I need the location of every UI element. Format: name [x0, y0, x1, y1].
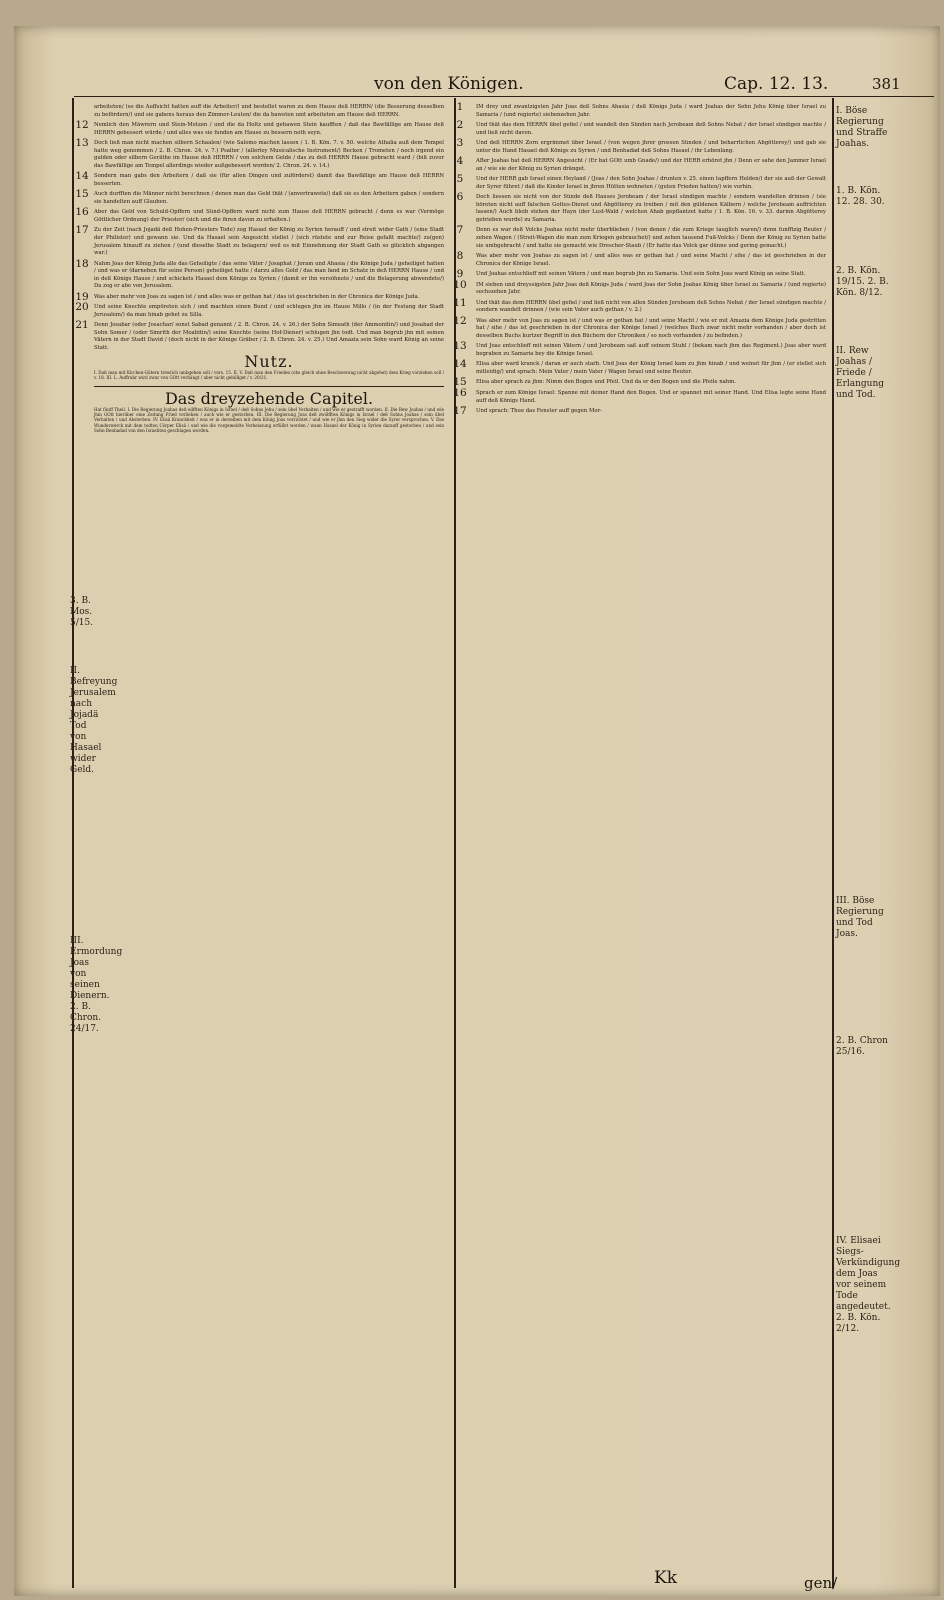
verse-number: 3 [456, 137, 464, 150]
verse-text: IM drey und zwantzigsten Jahr Joas deß Sohns Ahasia / deß Königs Juda / ward Joahas der Sohn Jehu König über Israel zu Samaria / (und regierte) siebenzehen Jahr. [476, 104, 826, 118]
verse [75, 301, 444, 319]
verse [456, 224, 826, 250]
chapter-heading: Das dreyzehende Capitel. [164, 389, 374, 409]
verse-text: Nemlich den Mäwrern und Stein-Metzen / und die da Holtz und gehawen Stein kaufften / daß das Bawfällige am Hause deß HERRN gebessert würde / und alles was sie funden am Hause zu bessern noth seyn. [94, 122, 444, 136]
verse-number: 10 [453, 278, 467, 291]
verse-text: ABer Joahas bat deß HERRN Angesicht / (Er bat GOtt umb Gnade/) und der HERR erhöret jhn / Denn er sahe den Jammer Israel an / wie sie der König zu Syrien dränget. [476, 158, 826, 172]
verse-text: Elisa aber ward kranck / daran er auch starb. Und Joas der König Israel kam zu jhm hinab / und weinet für jhm / (er stellet sich mitleidig/) und sprach: Mein Vater / mein Vater / Wagen Israel und seine Reuter. [476, 361, 826, 375]
right-text-column [453, 101, 826, 1596]
verse-text: Und Joas entschlieff mit seinen Vätern / und Jerobeam saß auff seinem Stuhl / (bekam nach jhm das Regiment.) Joas aber ward begraben zu Samaria bey die Könige Israel. [476, 343, 826, 357]
verse-text: Und deß HERRN Zorn ergrimmet über Israel / (von wegen jhrer grossen Sünden / und beharrlichen Abgötterey/) und gab sie unter die Hand Hasael deß Königs zu Syrien / und Benhadad deß Sohns Hasael / ihr Lebenlang. [476, 140, 826, 154]
nutz-text: I. Daß man mit Kirchen-Gütern trewlich umbgehen soll / vers. 15. II. V. Daß man den Frieden (obs gleich ohne Beschwerung nicht abgehet) dem Krieg vorziehen soll / v. 18. III. L. Auffruhr wird zwar von GOtt verhängt / aber nicht gebilliget / v. 20/21. [94, 370, 444, 381]
verse-number: 20 [75, 301, 89, 314]
verse [456, 173, 826, 191]
verse-text: Elisa aber sprach zu jhm: Nimm den Bogen und Pfeil. Und da er den Bogen und die Pfeile nahm. [476, 379, 736, 386]
page-header [74, 74, 934, 97]
verse-number: 8 [456, 250, 464, 263]
page-number: 381 [872, 75, 901, 93]
continuation-paragraph: arbeiteten/ (so die Auffsicht hatten auff die Arbeiter/) und bestellet waren zu dem Hause deß HERRN/ (die Besserung desselben zu befördern/) und sie gabens heraus den Zimmer-Leuten/ die da baweten und arbeiteten am Hause deß HERRN. [94, 104, 444, 118]
verse-text: Was aber mehr von Joas zu sagen ist / und alles was er gethan hat / das ist geschrieben in der Chronica der Könige Juda. [94, 293, 420, 300]
left-margin-note: 3. B. Mos. 5/15. [70, 596, 94, 628]
verse [75, 257, 444, 291]
verse-text: Denn es war deß Volcks Joahas nicht mehr überblieben / (von denen / die zum Kriege tauglich waren/) denn funfftzig Reuter / zehen Wagen / (Streit-Wagen die man zum Kriegen gebrauchet/) und zehen tausend Fuß-Volcks / Denn der König zu Syrien hatte sie umbgebracht / und hatte sie gemacht wie Drescher-Staub / (Er hatte das Volck gar dünne und gering gemacht.) [476, 227, 826, 249]
verse [456, 191, 826, 224]
right-margin-note: II. Rew Joahas / Friede / Erlangung und Tod. [836, 346, 885, 400]
verse-text: Doch ließ man nicht machen silbern Schaalen/ (wie Salomo machen lassen / 1. B. Kön. 7. v. 50. welche Athalia auß dem Tempel hatte weg genommen / 2. B. Chron. 24. v. 7.) Psalter / (allerley Musicalische Instrument/) Becken / Trometen / noch irgend ein gulden oder silbern Geräthe im Hause deß HERRN / von solchem Gelde / das zu deß HERRN Hause gebracht ward / (biß zuvor das Bawfällige am Tempel allerdings wieder außgebessert worden/ 2. Chron. 24. v. 14.) [94, 140, 444, 169]
verse [75, 290, 444, 303]
verse-number: 18 [75, 257, 89, 270]
verse [75, 206, 444, 224]
verse [456, 119, 826, 137]
verse-number: 21 [75, 319, 89, 332]
verse-number: 16 [453, 387, 467, 399]
verse-number: 2 [456, 119, 464, 132]
verse [75, 319, 444, 352]
verse [456, 250, 826, 268]
verse [453, 314, 826, 341]
left-margin-note: II. Befreyung Jerusalem nach Jojadä Tod von Hasael wider Geld. [70, 666, 118, 775]
verse [453, 376, 826, 389]
verse-text: Und seine Knechte empöreten sich / und machten einen Bund / und schlugen jhn im Hause Millo / (in der Festung der Stadt Jerusalem/) da man hinab gehet zu Silla. [94, 304, 444, 318]
verse [453, 358, 826, 376]
verse-number: 13 [453, 340, 467, 353]
verse-number: 14 [453, 358, 467, 371]
verse-number: 11 [453, 296, 467, 309]
verse [75, 137, 444, 170]
verse [453, 405, 826, 418]
verse-text: Was aber mehr von Joas zu sagen ist / und was er gethan hat / und seine Macht / wie er mit Amazia dem Könige Juda gestritten hat / sihe / das ist geschrieben in der Chronica der Könige Israel / (welches Buch zwar nicht mehr vorhanden / aber doch ist desselben Buchs kurtzer Begriff in den Büchern der Chroniken / so noch vorhanden / zu befinden.) [476, 317, 826, 339]
verse [75, 224, 444, 257]
verse-number: 13 [75, 137, 89, 150]
verse [453, 340, 826, 358]
verse-number: 9 [456, 268, 464, 281]
verse-text: Nahm Joas der König Juda alle das Geheiligte / das seine Väter / Josaphat / Joram und Ahasia / die Könige Juda / geheiliget hatten / und was er (darneben für seine Person) geheiliget hatte / darzu alles Gold / das man fand im Schatz in deß HERRN Hause / und in deß Königs Hause / und schickets Hasael dem Könige zu Syrien / (damit er ihn versöhnete / und die Belagerung abwendete/) Da zog er abe von Jerusalem. [94, 260, 444, 290]
right-margin-note: 2. B. Chron 25/16. [836, 1036, 888, 1057]
verse [453, 278, 826, 297]
right-margin-rule [832, 98, 834, 1588]
verse-number: 6 [456, 191, 464, 204]
verse-text: Sondern man gabs den Arbeitern / daß sie (für allen Dingen und zuförderst) damit das Bawfällige am Hause deß HERRN besserten. [94, 173, 444, 187]
section-divider [94, 386, 444, 387]
catchword: gen/ [804, 1574, 838, 1592]
verse-number: 15 [75, 188, 89, 201]
verse [456, 101, 826, 119]
verse-text: Und sprach: Thue das Fenster auff gegen Mor- [476, 408, 602, 415]
verse [456, 268, 826, 281]
verse-text: Sprach er zum Könige Israel: Spanne mit deiner Hand den Bogen. Und er spannet mit seiner Hand. Und Elisa legte seine Hand auff deß Königs Hand. [476, 390, 826, 404]
right-margin-note: IV. Elisaei Siegs-Verkündigung dem Joas vor seinem Tode angedeutet. 2. B. Kön. 2/12. [836, 1236, 901, 1334]
verse-text: Zu der Zeit (nach Jojadä deß Hohen-Priesters Tode) zog Hasael der König zu Syrien herauff / und streit wider Gath / (eine Stadt der Philister) und gewann sie. Und da Hasael sein Angesicht stellet / (sich rüstete und zur Reise gefaßt machte/) zu(gen) Jerusalem hinauff zu ziehen / (und dieselbe Stadt zu belagern/ weil es mit Einnehmung der Stadt Gath so glücklich abgangen war.) [94, 227, 444, 257]
verse [75, 170, 444, 188]
verse-text: Doch liessen sie nicht von der Sünde deß Hauses Jerobeam / der Israel sündigen machte / sondern wandelten drinnen / (sie höreten nicht auff falschen Gottes-Dienst und Abgötterey zu treiben / mit den güldenen Kälbern / welche Jerobeam auffrichten lassen/) Auch bleib stehen der Hayn (der Lust-Wald / welchen Ahab gepflantzet hatte / 1. B. Kön. 16. v. 33. darinn Abgötterey getrieben wurde) zu Samaria. [476, 194, 826, 223]
right-margin-note: III. Böse Regierung und Tod Joas. [836, 896, 884, 939]
verse-text: IM sieben und dreyssigsten Jahr Joas deß Königs Juda / ward Joas der Sohn Joahas König über Israel zu Samaria / (und regierte) sechszehen Jahr. [476, 281, 826, 296]
left-margin-note: III. Ermordung Joas von seinen Dienern. 2. B. Chron. 24/17. [70, 936, 123, 1034]
signature-mark: Kk [654, 1568, 678, 1588]
verse-text: Und thät das dem HERRN übel gefiel / und wandelt den Sünden nach Jerobeam deß Sohns Nebat / der Israel sündigen machte / und ließ nicht davon. [476, 122, 826, 136]
verse-number: 14 [75, 170, 89, 183]
verse-number: 17 [453, 405, 467, 418]
verse-number: 19 [75, 290, 89, 303]
verse-text: Denn Josabar (oder Josachar/ sonst Sabad genannt / 2. B. Chron. 24. v. 26.) der Sohn Simeath (der Ammonitin/) und Josabad der Sohn Somer / (oder Simrith der Moabitin/) seine Knechte (seine Hof-Diener) schlugen jhn todt. Und man begrub jhn mit seinen Vätern in der Stadt David / (doch nicht in der Könige Gräber / 2. B. Chron. 24. v. 25.) Und Amazia sein Sohn ward König an seine Statt. [94, 322, 444, 351]
right-margin-note: 1. B. Kön. 12. 28. 30. [836, 186, 885, 207]
verse-number: 5 [456, 173, 464, 186]
verse [75, 119, 444, 137]
verse-number: 17 [75, 224, 89, 237]
verse [453, 387, 826, 405]
verse-number: 7 [456, 224, 464, 237]
right-margin-note: I. Böse Regierung und Straffe Joahas. [836, 106, 888, 149]
right-margin-note: 2. B. Kön. 19/15. 2. B. Kön. 8/12. [836, 266, 889, 298]
verse-text: Und Joahas entschlieff mit seinen Vätern / und man begrub jhn zu Samaria. Und sein Sohn Joas ward König an seine Statt. [476, 271, 806, 278]
chapter-reference: Cap. 12. 13. [724, 74, 829, 94]
verse-number: 12 [453, 314, 467, 327]
running-title: von den Königen. [374, 74, 524, 94]
verse-number: 4 [456, 155, 464, 168]
verse-number: 16 [75, 206, 89, 219]
verse-text: Was aber mehr von Joahas zu sagen ist / und alles was er gethan hat / und seine Macht / sihe / das ist geschrieben in der Chronica der Könige Israel. [476, 253, 826, 267]
verse-number: 15 [453, 376, 467, 389]
nutz-heading: Nutz. [244, 352, 294, 372]
verse-number: 12 [75, 119, 89, 132]
verse [453, 296, 826, 315]
verse [456, 155, 826, 173]
verse-text: Und der HERR gab Israel einen Heyland / (Joas / den Sohn Joahas / drunten v. 25. einen tapffern Helden/) der sie auß der Gewalt der Syrer führet / daß die Kinder Israel in jhren Hütten wohneten / (guten Frieden hatten/) wie vorhin. [476, 176, 826, 190]
book-page [14, 26, 940, 1596]
verse-text: Und thät das dem HERRN übel gefiel / und ließ nicht von allen Sünden Jerobeam deß Sohns Nebat / der Israel sündigen machte / sondern wandelt drinnen / (wie sein Vater auch gethan / v. 2.) [476, 299, 826, 314]
chapter-summary: Hat fünff Theil. I. Die Regierung Joahas deß eilfften Königs in Israel / deß Sohns Jehu / sein übel Verhalten / und wie er gestrafft worden. II. Die Rew Joahas / und wie jhm GOtt hierüber eine Zeitung Fried verliehen / auch wie er gestorben. III. Die Regierung Joas deß zwölfften Königs in Israel / deß Sohns Joahas / sein übel Verhalten / und Absterben. IV. Elisä Kranckheit / was er in derselben mit dem König Joas verrichtet / und wie er jhm den Sieg wider die Syrer versprochen. V. Das Wunderwerck mit dem todten Cörper Elisä / und wie die vorgemeldte Verheissung erfüllet worden / wann Hasael der König in Syrien darauff gestorben / und sein Sohn Benhadad von den Israeliten geschlagen worden. [94, 407, 444, 433]
verse [75, 188, 444, 206]
verse-number: 1 [456, 101, 464, 113]
verse-text: Aber das Geld von Schuld-Opffern und Sünd-Opffern ward nicht zum Hause deß HERRN gebracht / denn es war (Vermöge Göttlicher Ordnung) der Priester/ (sich und die ihren davon zu erhalten.) [94, 209, 444, 223]
verse-text: Auch durfften die Männer nicht berechnen / denen man das Geld thät / (anvertrawete/) daß sie es den Arbeitern gaben / sondern sie handelten auff Glauben. [94, 191, 444, 205]
verse [456, 137, 826, 155]
